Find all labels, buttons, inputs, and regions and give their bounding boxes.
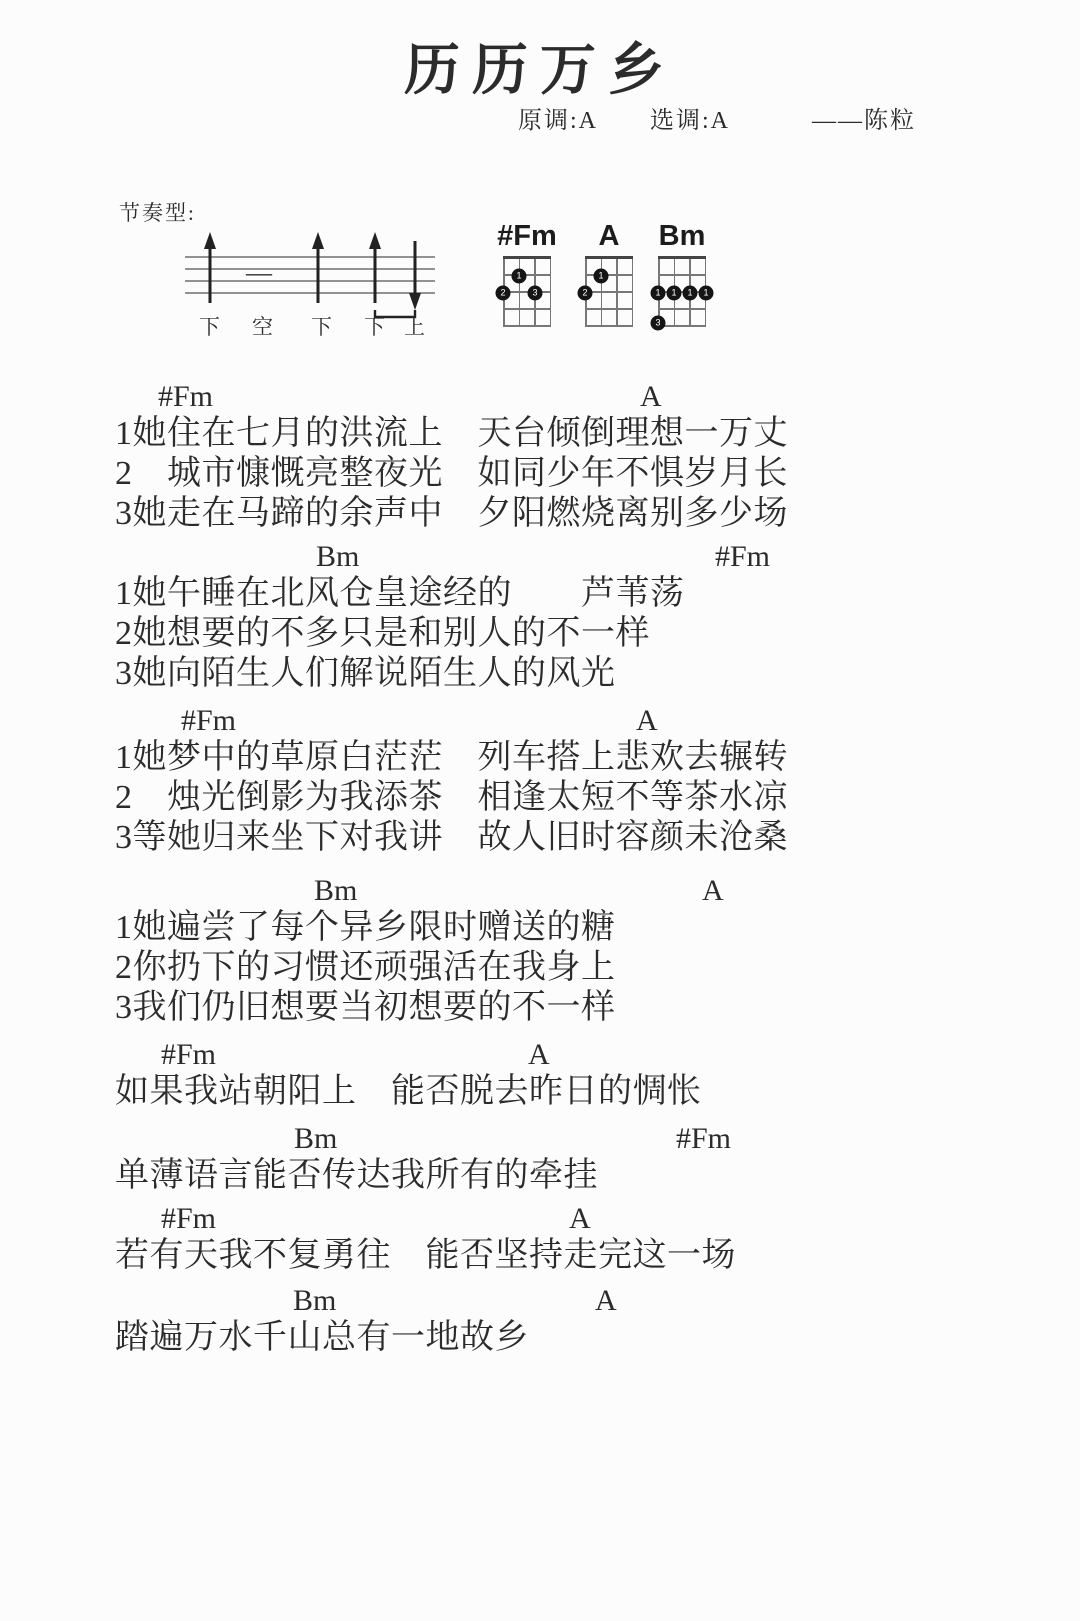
lyric-line: 1她住在七月的洪流上 天台倾倒理想一万丈: [115, 415, 788, 452]
chord-label: #Fm: [181, 704, 237, 737]
finger-dot: 1: [683, 286, 698, 301]
finger-dot: 1: [512, 269, 527, 284]
stroke-label: 下: [199, 315, 220, 339]
lyric-line: 踏遍万水千山总有一地故乡: [115, 1319, 529, 1356]
stroke-label: 下: [311, 315, 332, 339]
rhythm-staff: [185, 225, 435, 321]
lyric-line: 若有天我不复勇往 能否坚持走完这一场: [115, 1237, 736, 1274]
chorus-section: [115, 1282, 1035, 1358]
lyric-line: 3我们仍旧想要当初想要的不一样: [115, 989, 616, 1026]
artist-name: ——陈粒: [812, 108, 916, 134]
chord-label: A: [528, 1038, 550, 1071]
chord-label: A: [702, 874, 724, 907]
chord-label: Bm: [294, 1122, 338, 1155]
selected-key: 选调:A: [650, 108, 730, 134]
fretboard-grid: [582, 256, 633, 324]
finger-dot: 1: [651, 286, 666, 301]
staff-lines: [185, 257, 435, 293]
chord-diagram-a: [571, 216, 647, 324]
rhythm-pattern-label: 节奏型:: [119, 201, 196, 225]
chord-name: Bm: [658, 220, 706, 252]
lyric-line: 2 烛光倒影为我添茶 相逢太短不等茶水凉: [115, 779, 788, 816]
stroke-label: 上: [404, 315, 425, 339]
lyric-line: 如果我站朝阳上 能否脱去昨日的惆怅: [115, 1073, 702, 1110]
chord-label: A: [569, 1202, 591, 1235]
chord-annotation-row: [115, 378, 1035, 414]
finger-dot: 1: [594, 269, 609, 284]
lyrics-body: [115, 378, 1035, 1358]
original-key: 原调:A: [518, 108, 598, 134]
chord-annotation-row: [115, 1120, 1035, 1156]
chord-label: Bm: [293, 1284, 337, 1317]
verse-section: [115, 538, 1035, 694]
down-arrow-icon: [409, 241, 421, 310]
lyric-line: 2 城市慷慨亮整夜光 如同少年不惧岁月长: [115, 455, 788, 492]
chord-label: A: [595, 1284, 617, 1317]
chord-annotation-row: [115, 1200, 1035, 1236]
key-info: [518, 100, 730, 135]
chord-name: A: [598, 220, 620, 252]
finger-dot: 2: [496, 286, 511, 301]
chord-label: #Fm: [676, 1122, 732, 1155]
verse-section: [115, 702, 1035, 858]
verse-section: [115, 378, 1035, 534]
chord-annotation-row: [115, 1282, 1035, 1318]
stroke-label: 下: [364, 315, 385, 339]
lyric-line: 3等她归来坐下对我讲 故人旧时容颜未沧桑: [115, 819, 788, 856]
fretboard-grid: [655, 256, 709, 328]
song-title: 历历万乡: [404, 40, 676, 102]
chord-annotation-row: [115, 872, 1035, 908]
finger-dot: 1: [667, 286, 682, 301]
chord-diagram-bm: [644, 216, 720, 328]
chord-annotation-row: [115, 702, 1035, 738]
lyric-line: 1她遍尝了每个异乡限时赠送的糖: [115, 909, 616, 946]
stroke-label: 空: [252, 315, 273, 339]
rest-symbol: —: [246, 258, 272, 287]
chord-label: #Fm: [715, 540, 771, 573]
chord-name: #Fm: [497, 220, 557, 252]
chord-label: A: [640, 380, 662, 413]
lyric-line: 2她想要的不多只是和别人的不一样: [115, 615, 650, 652]
chord-diagram-fsm: [489, 216, 565, 324]
fretboard-grid: [500, 256, 551, 324]
chord-annotation-row: [115, 538, 1035, 574]
finger-dot: 1: [699, 286, 714, 301]
verse-section: [115, 872, 1035, 1028]
lyric-line: 1她午睡在北风仓皇途经的 芦苇荡: [115, 575, 685, 612]
chorus-section: [115, 1036, 1035, 1112]
lyric-line: 3她走在马蹄的余声中 夕阳燃烧离别多少场: [115, 495, 788, 532]
chord-label: #Fm: [161, 1202, 217, 1235]
chord-label: #Fm: [161, 1038, 217, 1071]
chord-label: #Fm: [158, 380, 214, 413]
chord-annotation-row: [115, 1036, 1035, 1072]
finger-dot: 3: [651, 316, 666, 331]
finger-dot: 3: [528, 286, 543, 301]
chord-label: A: [636, 704, 658, 737]
lyric-line: 3她向陌生人们解说陌生人的风光: [115, 655, 616, 692]
chord-label: Bm: [316, 540, 360, 573]
chord-label: Bm: [314, 874, 358, 907]
lyric-line: 1她梦中的草原白茫茫 列车搭上悲欢去辗转: [115, 739, 788, 776]
lyric-line: 2你扔下的习惯还顽强活在我身上: [115, 949, 616, 986]
finger-dot: 2: [578, 286, 593, 301]
chorus-section: [115, 1200, 1035, 1276]
chorus-section: [115, 1120, 1035, 1196]
lyric-line: 单薄语言能否传达我所有的牵挂: [115, 1157, 598, 1194]
